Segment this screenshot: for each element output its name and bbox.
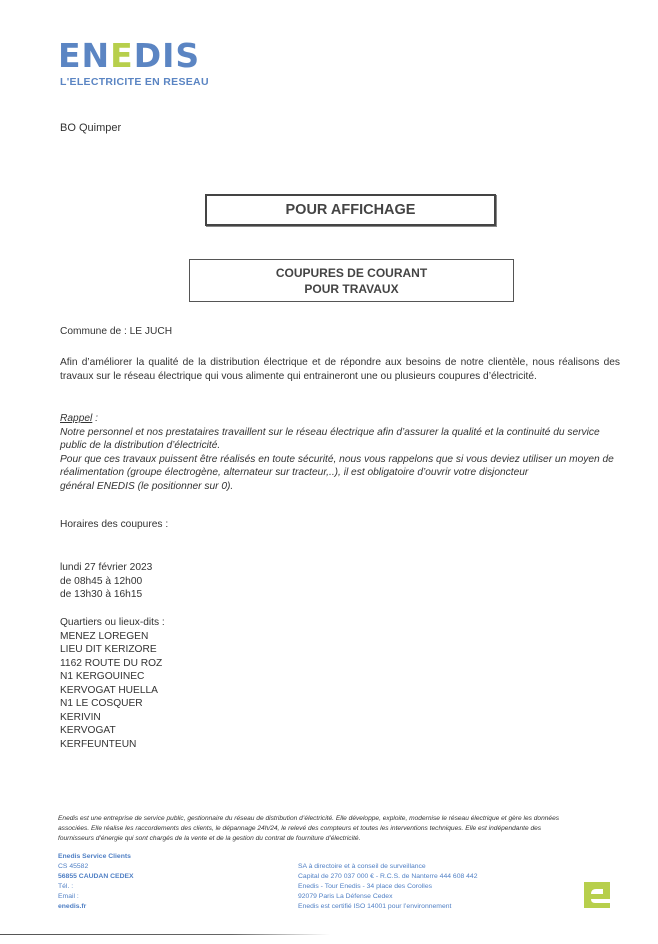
contact-website-link[interactable]: enedis.fr [58,903,87,910]
quartiers-title: Quartiers ou lieux-dits : [60,617,165,628]
quartiers-section [60,616,165,751]
outage-date: lundi 27 février 2023 [60,562,153,573]
enedis-e-mark-icon [580,878,614,912]
contact-cs: CS 45582 [58,863,89,870]
footer-legal: Enedis est une entreprise de service public, gestionnaire du réseau de distribution d’électricité. Elle développe, exploite, modernise le réseau électrique et gère les données associées. Elle réalise les raccordements des clients, le dépannage 24h/24, le relevé des compteurs et toutes les interventions techniques. Elle est indépendante des fournisseurs d’énergie qui sont chargés de la vente et de la gestion du contrat de fourniture d’électricité. [58,815,560,842]
footer-company-info: SA à directoire et à conseil de surveillance Capital de 270 037 000 € - R.C.S. de Nanterre 444 608 442 Enedis - Tour Enedis - 34 place des Corolles 92079 Paris La Défense Cedex Enedis est certifié ISO 14001 pour l’environnement [298,863,478,910]
contact-name: Enedis Service Clients [58,853,131,860]
quartier-item: KERVOGAT HUELLA [60,684,158,696]
rappel-line: réalimentation (groupe électrogène, alternateur sur tracteur,..), il est obligatoire d’ouvrir votre disjoncteur [60,467,529,478]
quartier-item: MENEZ LOREGEN [60,630,149,642]
logo-tagline: L'ELECTRICITE EN RESEAU [60,76,209,88]
enedis-logo [58,38,218,98]
logo-wordmark: ENEDIS [58,36,201,75]
contact-email: Email : [58,893,79,900]
outage-slot: de 13h30 à 16h15 [60,589,143,600]
rappel-line: général ENEDIS (le positionner sur 0). [60,480,234,492]
commune: Commune de : LE JUCH [60,326,173,337]
quartier-item: N1 KERGOUINEC [60,671,145,682]
rappel-title: Rappel [60,413,93,424]
sender-office: BO Quimper [60,122,122,134]
footer-contact [58,852,134,912]
quartier-item: N1 LE COSQUER [60,698,143,709]
subject-line-1: COUPURES DE COURANT [275,265,428,280]
contact-tel: Tél. : [58,883,74,890]
quartier-item: LIEU DIT KERIZORE [60,644,157,655]
rappel-line: Notre personnel et nos prestataires travaillent sur le réseau électrique afin d’assurer la qualité et la continuité du service [60,426,600,438]
quartier-item: 1162 ROUTE DU ROZ [60,657,163,669]
rappel-line: Pour que ces travaux puissent être réalisés en toute sécurité, nous vous rappelons que si vous deviez utiliser un moyen de [60,453,614,465]
horaires-title: Horaires des coupures : [60,519,169,530]
rappel-line: public de la distribution d’électricité. [60,440,221,451]
subject-line-2: POUR TRAVAUX [304,281,399,296]
rappel-section: Rappel : Notre personnel et nos prestataires travaillent sur le réseau électrique afin d’assurer la qualité et la continuité du service public de la distribution d’électricité. Pour que ces travaux puissent être réalisés en toute sécurité, nous vous rappelons que si vous deviez utiliser un moyen de réalimentation (groupe électrogène, alternateur sur tracteur,..), il est obligatoire d’ouvrir votre disjoncteur général ENEDIS (le positionner sur 0). [60,412,625,493]
outage-slot: de 08h45 à 12h00 [60,575,143,587]
quartier-item: KERVOGAT [60,725,116,736]
page-edge-divider [0,934,330,935]
banner-title-box [205,194,496,226]
contact-city: 56855 CAUDAN CEDEX [58,873,134,880]
subject-box [189,259,514,302]
logo-green-e: E [110,36,134,75]
intro-paragraph: Afin d’améliorer la qualité de la distribution électrique et de répondre aux besoins de notre clientèle, nous réalisons des travaux sur le réseau électrique qui vous alimente qui entraineront une ou plusieurs coupures d’électricité. [60,357,620,382]
quartier-item: KERIVIN [60,711,101,723]
banner-title: POUR AFFICHAGE [285,202,416,218]
quartier-item: KERFEUNTEUN [60,738,137,750]
horaires-list [60,561,152,602]
